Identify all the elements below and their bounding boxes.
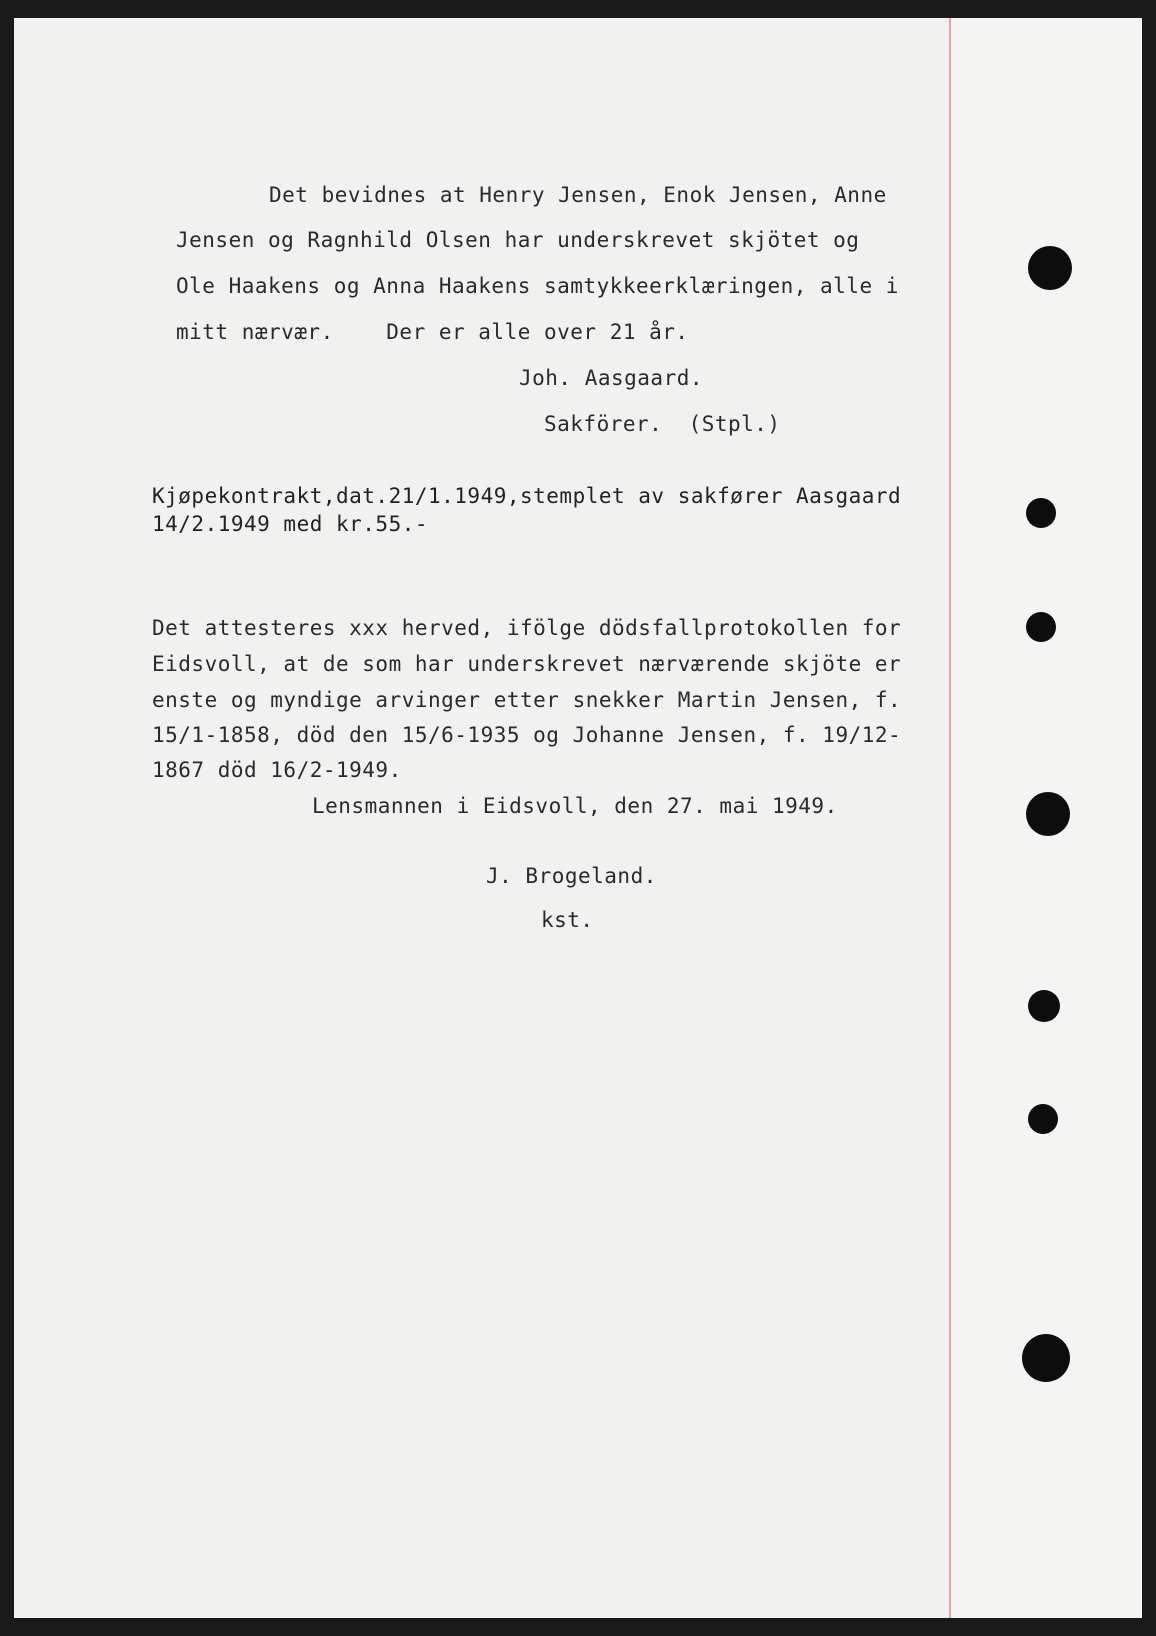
punch-hole-icon <box>1022 1334 1070 1382</box>
paragraph1-signature: Joh. Aasgaard. <box>519 366 704 390</box>
margin-rule-line <box>949 18 951 1618</box>
punch-hole-icon <box>1026 792 1070 836</box>
paragraph1-line: Jensen og Ragnhild Olsen har underskrevet skjötet og <box>176 228 860 252</box>
paragraph3-signature: J. Brogeland. <box>486 864 657 888</box>
paragraph2-line: 14/2.1949 med kr.55.- <box>152 512 429 536</box>
punch-hole-icon <box>1028 990 1060 1022</box>
paragraph1-line: Ole Haakens og Anna Haakens samtykkeerklæringen, alle i <box>176 274 899 298</box>
paragraph3-line: enste og myndige arvinger etter snekker Martin Jensen, f. <box>152 688 902 712</box>
paragraph1-line: Det bevidnes at Henry Jensen, Enok Jensen, Anne <box>269 183 887 207</box>
paragraph2-line: Kjøpekontrakt,dat.21/1.1949,stemplet av sakfører Aasgaard <box>152 484 902 508</box>
punch-hole-icon <box>1028 1104 1058 1134</box>
paragraph3-line: 1867 död 16/2-1949. <box>152 758 402 782</box>
punch-hole-icon <box>1026 498 1056 528</box>
document-page <box>14 18 1142 1618</box>
paragraph1-title: Sakförer. (Stpl.) <box>544 412 781 436</box>
paragraph3-line: Det attesteres xxx herved, ifölge dödsfallprotokollen for <box>152 616 902 640</box>
paragraph3-title: kst. <box>541 908 594 932</box>
paragraph3-place-date: Lensmannen i Eidsvoll, den 27. mai 1949. <box>312 794 838 818</box>
paragraph3-line: Eidsvoll, at de som har underskrevet nærværende skjöte er <box>152 652 902 676</box>
punch-hole-icon <box>1028 246 1072 290</box>
paragraph3-line: 15/1-1858, död den 15/6-1935 og Johanne Jensen, f. 19/12- <box>152 723 902 747</box>
punch-hole-icon <box>1026 612 1056 642</box>
paragraph1-line: mitt nærvær. Der er alle over 21 år. <box>176 320 689 344</box>
